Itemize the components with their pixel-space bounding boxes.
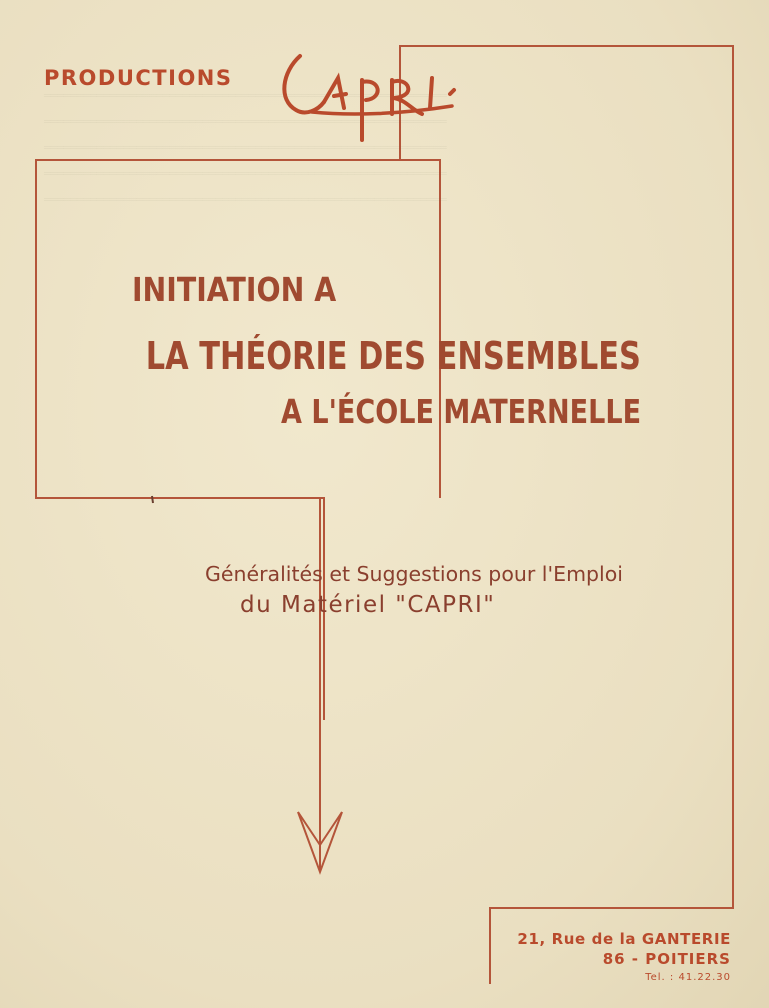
subtitle-line-1: Généralités et Suggestions pour l'Emploi	[205, 562, 623, 586]
title-line-2: LA THÉORIE DES ENSEMBLES	[145, 334, 641, 378]
capri-script-logo	[272, 52, 462, 152]
subtitle-line-2: du Matériel "CAPRI"	[240, 592, 496, 618]
address-city: 86 - POITIERS	[602, 950, 731, 968]
title-line-1: INITIATION A	[132, 270, 337, 309]
tick-mark	[152, 496, 153, 503]
address-street: 21, Rue de la GANTERIE	[517, 930, 731, 948]
address-phone: Tel. : 41.22.30	[645, 972, 731, 983]
title-line-3: A L'ÉCOLE MATERNELLE	[280, 392, 641, 431]
brand-label: PRODUCTIONS	[44, 66, 233, 90]
